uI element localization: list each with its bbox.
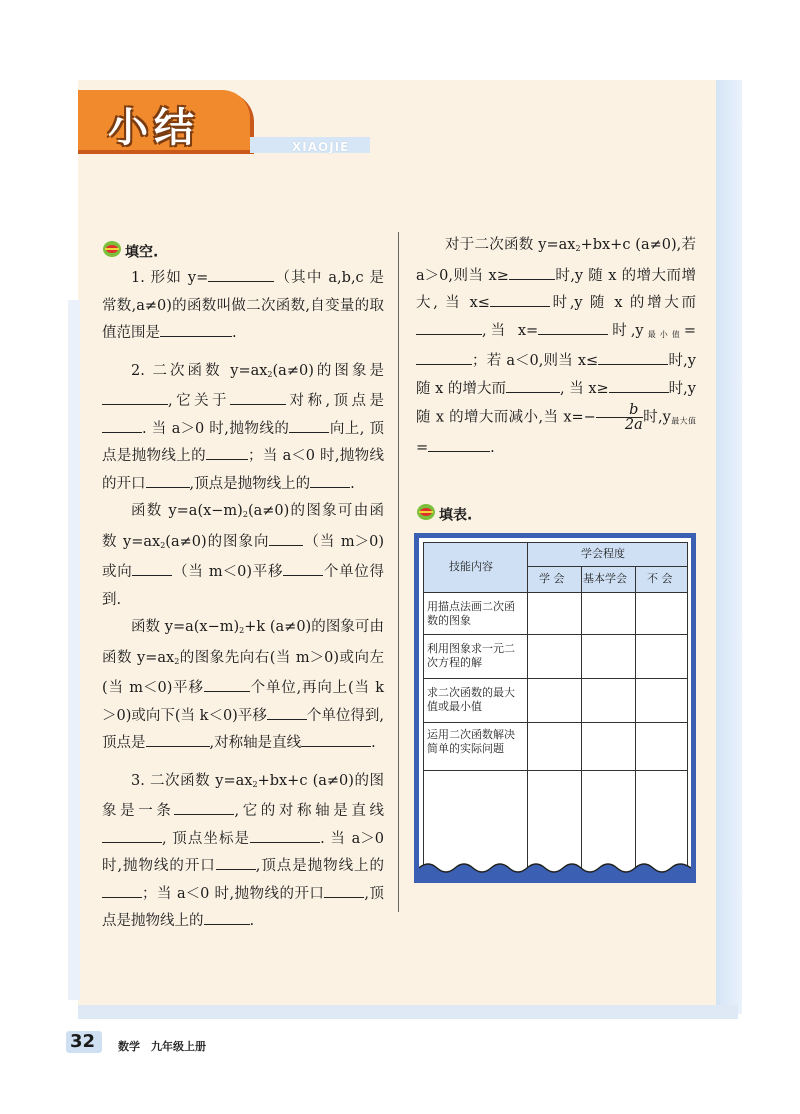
table-row: 利用图象求一元二次方程的解 xyxy=(427,642,515,669)
table-row: 用描点法画二次函数的图象 xyxy=(427,600,515,627)
fill-in-label: 填空. xyxy=(125,244,159,261)
right-column xyxy=(416,232,696,463)
table-row: 运用二次函数解决简单的实际问题 xyxy=(427,728,515,755)
pencil-badge-icon xyxy=(102,240,122,265)
header-learned: 学 会 xyxy=(539,572,565,585)
header-not: 不 会 xyxy=(647,572,673,585)
page-number: 32 xyxy=(70,1031,96,1052)
item-2-vertex: 函数 $y=a(x-m)^2+k$ (a≠0)的图象可由函数 $y=ax^2$的图象先向右(当 m＞0)或向左(当 m＜0)平移 个单位,再向上(当 k＞0)或向下(当 k＜0)平移 个单位得到,顶点是 ,对称轴是直线 . xyxy=(102,619,384,751)
item-2: 2. 二次函数 $y=ax^2(a\ne 0)$的图象是,它关于 对称,顶点是. 当 a＞0 时,抛物线的 向上, 顶点是抛物线上的 ；当 a＜0 时,抛物线的开口 ,顶点是抛物线上的 . xyxy=(102,362,385,492)
item-1: 1. 形如 y= （其中 a,b,c 是常数,a≠0)的函数叫做二次函数,自变量的取值范围是 . xyxy=(102,265,384,348)
pencil-badge-icon xyxy=(416,503,436,528)
skills-table xyxy=(419,538,691,878)
header-degree: 学会程度 xyxy=(581,547,625,560)
header-basic: 基本学会 xyxy=(583,572,627,585)
fill-in-heading xyxy=(102,240,384,265)
item-3: 3. 二次函数 $y=ax^2+bx+c$ (a≠0)的图象是一条 ,它的对称轴是直线, 顶点坐标是 . 当 a＞0 时,抛物线的开口 ,顶点是抛物线上的；当 a＜0 时,抛物线的开口 ,顶点是抛物线上的 . xyxy=(102,772,385,929)
header-skill: 技能内容 xyxy=(449,560,493,573)
fraction-b-over-2a: $\frac{b}{2a}$ xyxy=(596,403,643,432)
section-pinyin: XIAOJIE xyxy=(292,140,350,154)
left-edge-band xyxy=(68,300,80,1000)
monotonicity-paragraph: 对于二次函数 $y=ax^2+bx+c$ (a≠0),若 a＞0,则当 x≥ 时,y 随 x 的增大而增大, 当 x≤ 时,y 随 x 的增大而,当 x= 时$,y_{最小值}=$；若 a＜0,则当 x≤ 时,y 随 x 的增大而 , 当 x≥ 时,y 随 x 的增大而减小,当 x=− $\frac{b}{2a}$ 时$,y_{最大值}=$ . xyxy=(416,237,697,456)
fill-table-label: 填表. xyxy=(439,507,473,524)
section-title: 小结 xyxy=(108,105,200,151)
bottom-edge-band xyxy=(78,1005,738,1019)
left-column xyxy=(102,240,384,936)
item-2-shift: 函数 $y=a(x-m)^2(a\ne 0)$的图象可由函数 $y=ax^2(a\ne 0)$的图象向 （当 m＞0)或向 （当 m＜0)平移 个单位得到. xyxy=(102,503,385,608)
right-edge-band xyxy=(716,80,742,1014)
book-title: 数学 九年级上册 xyxy=(118,1040,206,1053)
table-row: 求二次函数的最大值或最小值 xyxy=(427,686,515,713)
column-divider xyxy=(398,232,399,912)
fill-table-heading xyxy=(416,503,472,528)
torn-edge-wave xyxy=(419,858,691,878)
